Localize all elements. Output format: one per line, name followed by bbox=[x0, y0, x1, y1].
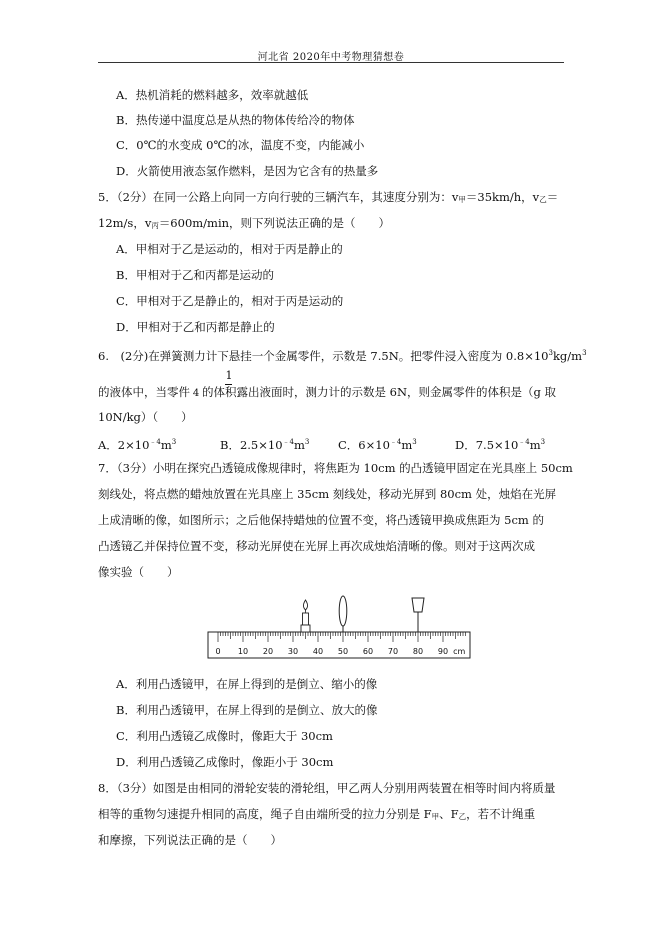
q4-option-d: D．火箭使用液态氢作燃料，是因为它含有的热量多 bbox=[116, 164, 379, 178]
convex-lens-icon bbox=[339, 596, 347, 632]
q7-stem-line1: 7．（3分）小明在探究凸透镜成像规律时，将焦距为 10cm 的凸透镜甲固定在光具座上 50cm bbox=[98, 461, 573, 475]
q5-option-c: C．甲相对于乙是静止的，相对于丙是运动的 bbox=[116, 294, 344, 308]
q6-option-d: D．$7.5\times 10^{﹣4}m^3$ bbox=[455, 438, 546, 452]
q5-stem-line1: 5．（2分）在同一公路上向同一方向行驶的三辆汽车，其速度分别为：v甲＝35km/h，v乙＝ bbox=[98, 190, 559, 204]
q6-option-c: C．$6\times 10^{﹣4}m^3$ bbox=[338, 438, 417, 452]
q6-stem-line1: 6. (2分)在弹簧测力计下悬挂一个金属零件，示数是 7.5N。把零件浸入密度为 $0.8\times 10^3kg/m^3$ bbox=[98, 349, 587, 363]
q4-option-b: B．热传递中温度总是从热的物体传给冷的物体 bbox=[116, 113, 355, 127]
q7-stem-line4: 凸透镜乙并保持位置不变，移动光屏使在光屏上再次成烛焰清晰的像。则对于这两次成 bbox=[98, 539, 535, 553]
ruler-label: 90 bbox=[437, 647, 449, 656]
q5-option-d: D．甲相对于乙和丙都是静止的 bbox=[116, 320, 275, 334]
q8-stem-line3: 和摩擦，下列说法正确的是（ ） bbox=[98, 833, 282, 847]
ruler-label: 0 bbox=[215, 647, 221, 656]
q5-stem-line2: 12m/s，v丙＝600m/min，则下列说法正确的是（ ） bbox=[98, 216, 391, 230]
ruler-label: cm bbox=[453, 647, 466, 656]
q4-option-c: C．0℃的水变成 0℃的冰，温度不变，内能减小 bbox=[116, 138, 365, 152]
q5-option-a: A．甲相对于乙是运动的，相对于丙是静止的 bbox=[116, 242, 343, 256]
candle-icon bbox=[301, 600, 310, 632]
ruler-label: 10 bbox=[237, 647, 249, 656]
q7-stem-line2: 刻线处，将点燃的蜡烛放置在光具座上 35cm 刻线处，移动光屏到 80cm 处，烛焰在光屏 bbox=[98, 487, 557, 501]
q7-option-c: C．利用凸透镜乙成像时，像距大于 30cm bbox=[116, 729, 333, 743]
q6-option-b: B．$2.5\times 10^{﹣4}m^3$ bbox=[220, 438, 310, 452]
q6-stem-line3: 10N/kg）（ ） bbox=[98, 410, 193, 424]
fraction-denominator: 4 bbox=[192, 388, 200, 399]
ruler-label: 40 bbox=[312, 647, 324, 656]
ruler-label: 30 bbox=[287, 647, 299, 656]
q6-option-a: A．$2\times 10^{﹣4}m^3$ bbox=[98, 438, 177, 452]
ruler-label: 20 bbox=[262, 647, 274, 656]
q5-option-b: B．甲相对于乙和丙都是运动的 bbox=[116, 268, 274, 282]
q7-option-a: A．利用凸透镜甲，在屏上得到的是倒立、缩小的像 bbox=[116, 677, 378, 691]
ruler-label: 50 bbox=[337, 647, 349, 656]
q7-stem-line5: 像实验（ ） bbox=[98, 565, 179, 579]
ruler-label: 60 bbox=[362, 647, 374, 656]
q6-stem-line2: 的液体中，当零件 4 的体积露出液面时，测力计的示数是 6N，则金属零件的体积是（g 取 bbox=[98, 385, 557, 399]
q7-option-b: B．利用凸透镜甲，在屏上得到的是倒立、放大的像 bbox=[116, 703, 378, 717]
q8-stem-line1: 8．（3分）如图是由相同的滑轮安装的滑轮组，甲乙两人分别用两装置在相等时间内将质量 bbox=[98, 781, 556, 795]
q7-stem-line3: 上成清晰的像，如图所示；之后他保持蜡烛的位置不变，将凸透镜甲换成焦距为 5cm 的 bbox=[98, 513, 544, 527]
header-rule bbox=[98, 62, 564, 63]
light-screen-icon bbox=[412, 598, 424, 632]
q4-option-a: A．热机消耗的燃料越多，效率就越低 bbox=[116, 88, 309, 102]
fraction-numerator: 1 bbox=[225, 369, 233, 382]
ruler-label: 70 bbox=[387, 647, 399, 656]
q7-option-d: D．利用凸透镜乙成像时，像距小于 30cm bbox=[116, 755, 334, 769]
page-header: 河北省 2020年中考物理猜想卷 bbox=[257, 52, 405, 63]
optical-bench-figure bbox=[205, 594, 473, 666]
q8-stem-line2: 相等的重物匀速提升相同的高度，绳子自由端所受的拉力分别是 F甲、F乙，若不计绳重 bbox=[98, 807, 536, 821]
ruler-label: 80 bbox=[412, 647, 424, 656]
